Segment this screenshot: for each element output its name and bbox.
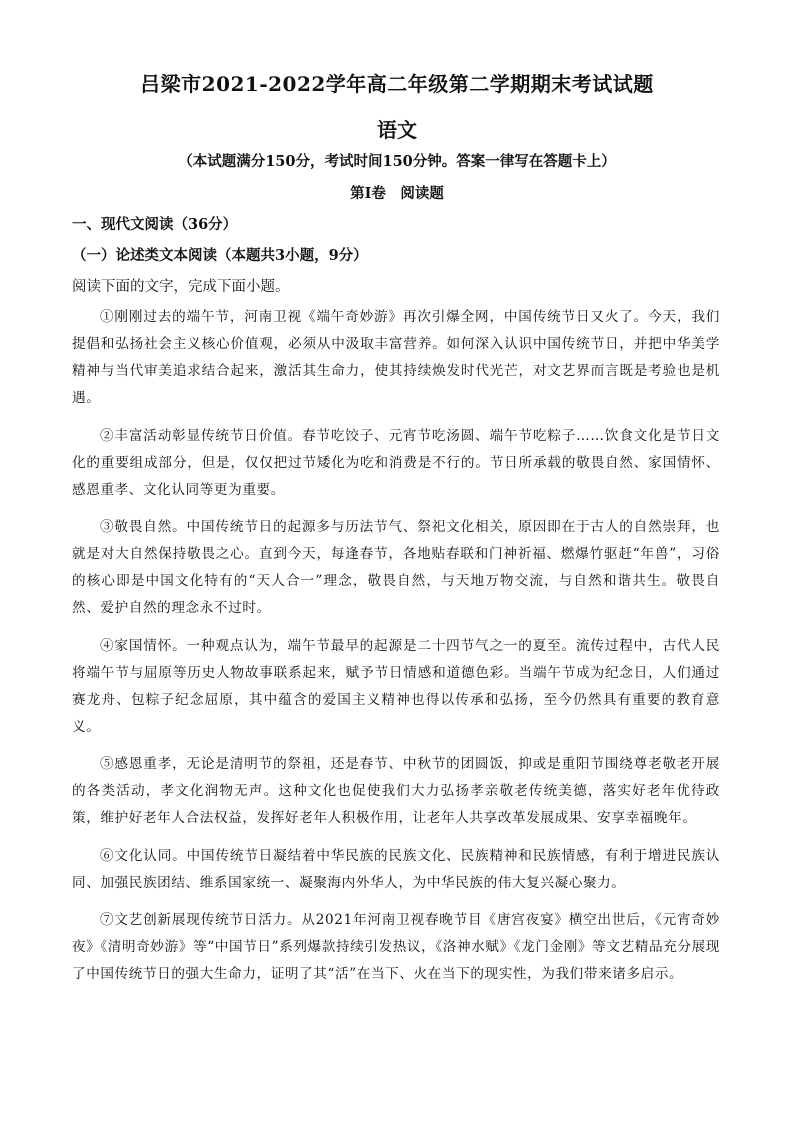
passage-paragraph: ①刚刚过去的端午节，河南卫视《端午奇妙游》再次引爆全网，中国传统节日又火了。今天，我们提倡和弘扬社会主义核心价值观，必须从中汲取丰富营养。如何深入认识中国传统节日，并把中华美学精神与当代审美追求结合起来，激活其生命力，使其持续焕发时代光芒，对文艺界而言既是考验也是机遇。 bbox=[72, 309, 720, 406]
passage-paragraph: ⑥文化认同。中国传统节日凝结着中华民族的民族文化、民族精神和民族情感，有利于增进民族认同、加强民族团结、维系国家统一、凝聚海内外华人，为中华民族的伟大复兴凝心聚力。 bbox=[72, 847, 720, 891]
passage-paragraph: ⑤感恩重孝，无论是清明节的祭祖，还是春节、中秋节的团圆饭，抑或是重阳节围绕尊老敬老开展的各类活动，孝文化润物无声。这种文化也促使我们大力弘扬孝亲敬老传统美德，落实好老年优待政策，维护好老年人合法权益，发挥好老年人积极作用，让老年人共享改革发展成果、安享幸福晚年。 bbox=[72, 756, 720, 826]
subsection-heading-argumentative: （一）论述类文本阅读（本题共3小题，9分） bbox=[72, 247, 368, 264]
subject-heading: 语文 bbox=[377, 118, 417, 142]
passage-paragraph: ②丰富活动彰显传统节日价值。春节吃饺子、元宵节吃汤圆、端午节吃粽子……饮食文化是节日文化的重要组成部分，但是，仅仅把过节矮化为吃和消费是不行的。节日所承载的敬畏自然、家国情怀、感恩重孝、文化认同等更为重要。 bbox=[72, 427, 720, 498]
passage-paragraph: ④家国情怀。一种观点认为，端午节最早的起源是二十四节气之一的夏至。流传过程中，古代人民将端午节与屈原等历史人物故事联系起来，赋予节日情感和道德色彩。当端午节成为纪念日，人们通过赛龙舟、包粽子纪念屈原，其中蕴含的爱国主义精神也得以传承和弘扬，至今仍然具有重要的教育意义。 bbox=[72, 637, 720, 735]
volume-heading: 第Ⅰ卷 阅读题 bbox=[350, 185, 444, 202]
exam-note: （本试题满分150分，考试时间150分钟。答案一律写在答题卡上） bbox=[178, 153, 616, 170]
passage-paragraph: ⑦文艺创新展现传统节日活力。从2021年河南卫视春晚节目《唐宫夜宴》横空出世后，《元宵奇妙夜》《清明奇妙游》等“中国节日”系列爆款持续引发热议，《洛神水赋》《龙门金刚》等文艺精品充分展现了中国传统节日的强大生命力，证明了其“活”在当下、火在当下的现实性，为我们带来诸多启示。 bbox=[72, 912, 720, 982]
passage-paragraph: ③敬畏自然。中国传统节日的起源多与历法节气、祭祀文化相关，原因即在于古人的自然崇拜，也就是对大自然保持敬畏之心。直到今天，每逢春节，各地贴春联和门神祈福、燃爆竹驱赶“年兽”，习俗的核心即是中国文化特有的“天人合一”理念，敬畏自然，与天地万物交流，与自然和谐共生。敬畏自然、爱护自然的理念永不过时。 bbox=[72, 519, 720, 616]
section-heading-modern-reading: 一、现代文阅读（36分） bbox=[72, 216, 238, 233]
page-title: 吕梁市2021-2022学年高二年级第二学期期末考试试题 bbox=[140, 72, 654, 96]
reading-instruction: 阅读下面的文字，完成下面小题。 bbox=[72, 279, 290, 295]
reading-passage bbox=[72, 304, 720, 999]
